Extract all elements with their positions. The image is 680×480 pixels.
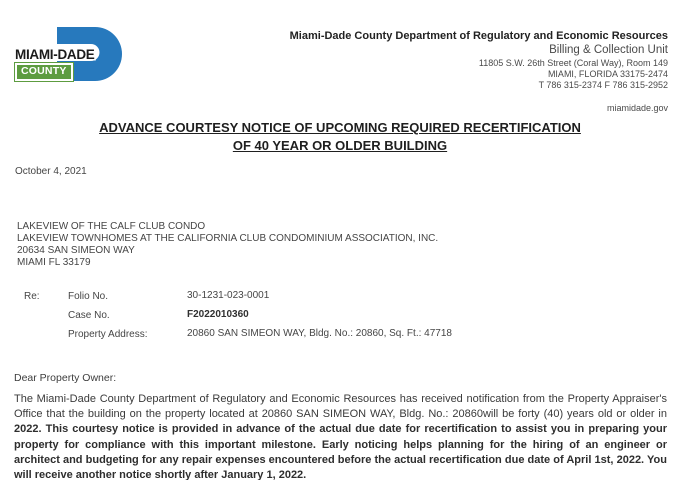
recipient-line1: LAKEVIEW OF THE CALF CLUB CONDO: [17, 221, 206, 232]
header-info: [290, 30, 668, 113]
body-text-normal: The Miami-Dade County Department of Regulatory and Economic Resources has received notification from the Property Appraiser's Office that the building on the property located at 20860 SAN SIMEON WAY, Bldg. No.: 20860will be forty (40) years old or older in: [14, 393, 667, 421]
letter-date: October 4, 2021: [15, 166, 87, 177]
case-value: F2022010360: [187, 309, 249, 320]
reference-row-property: [24, 328, 469, 340]
header-address-line1: 11805 S.W. 26th Street (Coral Way), Room 149: [478, 58, 668, 68]
header-phone-fax: T 786 315-2374 F 786 315-2952: [538, 80, 668, 90]
re-label: Re:: [24, 290, 40, 302]
folio-label: Folio No.: [68, 290, 109, 302]
notice-title: [0, 119, 680, 155]
miami-dade-county-logo: [15, 27, 127, 81]
reference-row-folio: [24, 290, 469, 302]
recipient-address-block: [17, 221, 438, 269]
property-address-value: 20860 SAN SIMEON WAY, Bldg. No.: 20860, Sq. Ft.: 47718: [187, 328, 452, 339]
recipient-line4: MIAMI FL 33179: [17, 257, 91, 268]
property-address-label: Property Address:: [68, 328, 148, 340]
unit-name: Billing & Collection Unit: [549, 44, 668, 56]
reference-row-case: [24, 309, 469, 321]
case-label: Case No.: [68, 309, 110, 321]
notice-title-line1: ADVANCE COURTESY NOTICE OF UPCOMING REQUIRED RECERTIFICATION: [99, 120, 581, 135]
body-paragraph: [14, 392, 667, 480]
logo-wordmark-text: MIAMI-DADE: [15, 47, 95, 62]
folio-value: 30-1231-023-0001: [187, 290, 270, 301]
notice-title-line2: OF 40 YEAR OR OLDER BUILDING: [232, 138, 448, 153]
logo-county-badge: COUNTY: [15, 63, 73, 81]
reference-block: [24, 290, 469, 347]
salutation: Dear Property Owner:: [14, 372, 117, 384]
header-address-line2: MIAMI, FLORIDA 33175-2474: [547, 69, 668, 79]
body-text-bold: 2022. This courtesy notice is provided in advance of the actual due date for recertification to assist you in preparing your property for compliance with this important milestone. Early noticing helps planning for the hiring of an engineer or architect and budgeting for any repair expenses encountered before the actual recertification due date of April 1st, 2022. You will receive another notice shortly after January 1, 2022.: [14, 423, 667, 480]
department-name: Miami-Dade County Department of Regulatory and Economic Resources: [289, 30, 668, 42]
header-website: miamidade.gov: [606, 103, 668, 113]
recipient-line2: LAKEVIEW TOWNHOMES AT THE CALIFORNIA CLUB CONDOMINIUM ASSOCIATION, INC.: [17, 233, 439, 244]
recipient-line3: 20634 SAN SIMEON WAY: [17, 245, 135, 256]
